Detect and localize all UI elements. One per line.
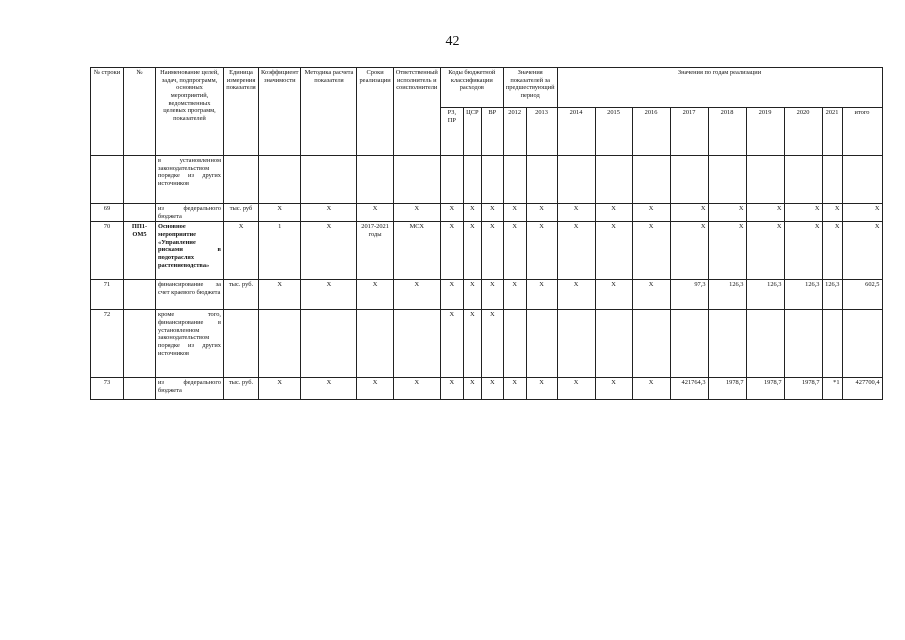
row-total: 427700,4	[842, 378, 882, 400]
row-y2014: Х	[557, 222, 595, 280]
row-resp: Х	[393, 378, 440, 400]
row-y2017: Х	[670, 222, 708, 280]
row-y2015	[595, 310, 632, 378]
row-csr: Х	[463, 204, 481, 222]
header-year-2016: 2016	[632, 108, 670, 156]
header-resp: Ответственный исполнитель и соисполнители	[393, 68, 440, 156]
row-y2013: Х	[526, 222, 557, 280]
row-code	[124, 156, 156, 204]
row-y2013	[526, 310, 557, 378]
row-y2017: 97,3	[670, 280, 708, 310]
header-terms: Сроки реализации	[357, 68, 393, 156]
row-coef	[259, 156, 301, 204]
row-resp: МСХ	[393, 222, 440, 280]
row-y2021	[822, 156, 842, 204]
header-total: итого	[842, 108, 882, 156]
row-coef: Х	[259, 378, 301, 400]
row-y2016: Х	[632, 378, 670, 400]
header-year-2013: 2013	[526, 108, 557, 156]
row-y2020: 1978,7	[784, 378, 822, 400]
row-name: из федерального бюджета	[156, 204, 224, 222]
row-total	[842, 156, 882, 204]
table-row	[91, 310, 883, 378]
row-unit: тыс. руб.	[224, 378, 259, 400]
row-y2016: Х	[632, 204, 670, 222]
table-row	[91, 378, 883, 400]
table-row	[91, 204, 883, 222]
header-year-2012: 2012	[503, 108, 526, 156]
row-total	[842, 310, 882, 378]
row-terms: Х	[357, 378, 393, 400]
row-y2020	[784, 156, 822, 204]
row-vr: Х	[481, 222, 503, 280]
row-coef: Х	[259, 280, 301, 310]
row-y2015: Х	[595, 222, 632, 280]
row-name: финансирование за счет краевого бюджета	[156, 280, 224, 310]
row-method	[301, 156, 357, 204]
row-y2018: 126,3	[708, 280, 746, 310]
header-method: Методика расчета показателя	[301, 68, 357, 156]
header-year-2018: 2018	[708, 108, 746, 156]
row-y2018: Х	[708, 204, 746, 222]
row-code	[124, 378, 156, 400]
header-coef: Коэффициент значимости	[259, 68, 301, 156]
header-years-title: Значения по годам реализации	[557, 68, 882, 108]
row-y2014: Х	[557, 378, 595, 400]
header-prev: Значения показателей за предшествующий период	[503, 68, 557, 108]
row-y2018	[708, 156, 746, 204]
table-row	[91, 280, 883, 310]
row-y2012: Х	[503, 222, 526, 280]
header-year-2017: 2017	[670, 108, 708, 156]
row-y2021: *1	[822, 378, 842, 400]
row-rz: Х	[440, 378, 463, 400]
row-y2017	[670, 310, 708, 378]
row-code	[124, 310, 156, 378]
row-code	[124, 280, 156, 310]
table-row	[91, 156, 883, 204]
row-code: ПП1-ОМ5	[124, 222, 156, 280]
row-name: в установленном законодательством порядке из других источников	[156, 156, 224, 204]
row-resp	[393, 156, 440, 204]
row-method: Х	[301, 280, 357, 310]
row-y2018: Х	[708, 222, 746, 280]
row-rz: Х	[440, 204, 463, 222]
row-rz: Х	[440, 310, 463, 378]
row-y2015: Х	[595, 204, 632, 222]
row-total: Х	[842, 222, 882, 280]
header-unit: Единица измерения показателя	[224, 68, 259, 156]
row-y2018	[708, 310, 746, 378]
row-y2021: Х	[822, 204, 842, 222]
indicators-table	[90, 67, 883, 400]
row-vr: Х	[481, 204, 503, 222]
row-y2017	[670, 156, 708, 204]
row-resp: Х	[393, 280, 440, 310]
row-y2013: Х	[526, 378, 557, 400]
row-y2012	[503, 310, 526, 378]
row-method: Х	[301, 222, 357, 280]
row-vr: Х	[481, 310, 503, 378]
row-name: из федерального бюджета	[156, 378, 224, 400]
row-y2012: Х	[503, 378, 526, 400]
header-rz: РЗ, ПР	[440, 108, 463, 156]
header-no: №	[124, 68, 156, 156]
row-rz	[440, 156, 463, 204]
header-year-2021: 2021	[822, 108, 842, 156]
row-terms	[357, 310, 393, 378]
table-row	[91, 222, 883, 280]
row-method: Х	[301, 378, 357, 400]
row-y2015	[595, 156, 632, 204]
row-y2020: 126,3	[784, 280, 822, 310]
row-y2019: 126,3	[746, 280, 784, 310]
row-y2013	[526, 156, 557, 204]
row-y2015: Х	[595, 378, 632, 400]
row-csr: Х	[463, 310, 481, 378]
row-y2013: Х	[526, 204, 557, 222]
row-y2021: Х	[822, 222, 842, 280]
row-vr	[481, 156, 503, 204]
row-y2015: Х	[595, 280, 632, 310]
row-y2020: Х	[784, 222, 822, 280]
row-number: 73	[91, 378, 124, 400]
row-y2014	[557, 310, 595, 378]
header-year-2019: 2019	[746, 108, 784, 156]
row-unit	[224, 156, 259, 204]
row-rz: Х	[440, 280, 463, 310]
row-number: 70	[91, 222, 124, 280]
row-coef: 1	[259, 222, 301, 280]
row-terms	[357, 156, 393, 204]
row-terms: Х	[357, 204, 393, 222]
row-y2019: 1978,7	[746, 378, 784, 400]
row-number: 71	[91, 280, 124, 310]
row-y2012: Х	[503, 280, 526, 310]
header-year-2015: 2015	[595, 108, 632, 156]
row-csr: Х	[463, 378, 481, 400]
row-y2021: 126,3	[822, 280, 842, 310]
header-name: Наименование целей, задач, подпрограмм, основных мероприятий, ведомственных целевых программ, показателей	[156, 68, 224, 156]
row-name: кроме того, финансирование в установленном законодательством порядке из других источников	[156, 310, 224, 378]
row-coef: Х	[259, 204, 301, 222]
row-y2019: Х	[746, 222, 784, 280]
row-csr	[463, 156, 481, 204]
row-y2012: Х	[503, 204, 526, 222]
row-unit: тыс. руб	[224, 204, 259, 222]
row-y2012	[503, 156, 526, 204]
row-csr: Х	[463, 222, 481, 280]
row-y2017: 421764,3	[670, 378, 708, 400]
row-coef	[259, 310, 301, 378]
row-y2020: Х	[784, 204, 822, 222]
row-y2016	[632, 310, 670, 378]
row-y2017: Х	[670, 204, 708, 222]
row-terms: Х	[357, 280, 393, 310]
header-year-2020: 2020	[784, 108, 822, 156]
row-y2019	[746, 310, 784, 378]
row-number	[91, 156, 124, 204]
row-method: Х	[301, 204, 357, 222]
row-terms: 2017-2021 годы	[357, 222, 393, 280]
row-total: 602,5	[842, 280, 882, 310]
row-y2014: Х	[557, 280, 595, 310]
row-vr: Х	[481, 378, 503, 400]
row-unit	[224, 310, 259, 378]
header-year-2014: 2014	[557, 108, 595, 156]
row-name: Основное мероприятие «Управление рисками в подотраслях растениеводства»	[156, 222, 224, 280]
row-method	[301, 310, 357, 378]
row-y2014	[557, 156, 595, 204]
row-number: 69	[91, 204, 124, 222]
row-y2016: Х	[632, 280, 670, 310]
row-resp	[393, 310, 440, 378]
row-unit: тыс. руб.	[224, 280, 259, 310]
row-y2021	[822, 310, 842, 378]
row-y2020	[784, 310, 822, 378]
header-vr: ВР	[481, 108, 503, 156]
row-csr: Х	[463, 280, 481, 310]
row-rz: Х	[440, 222, 463, 280]
row-y2016: Х	[632, 222, 670, 280]
row-y2013: Х	[526, 280, 557, 310]
row-y2014: Х	[557, 204, 595, 222]
row-y2019: Х	[746, 204, 784, 222]
row-number: 72	[91, 310, 124, 378]
row-y2016	[632, 156, 670, 204]
row-unit: Х	[224, 222, 259, 280]
row-y2018: 1978,7	[708, 378, 746, 400]
row-vr: Х	[481, 280, 503, 310]
row-y2019	[746, 156, 784, 204]
header-row-no: № строки	[91, 68, 124, 156]
header-csr: ЦСР	[463, 108, 481, 156]
page-number: 42	[445, 34, 460, 49]
row-resp: Х	[393, 204, 440, 222]
header-codes: Коды бюджетной классификации расходов	[440, 68, 503, 108]
row-total: Х	[842, 204, 882, 222]
row-code	[124, 204, 156, 222]
